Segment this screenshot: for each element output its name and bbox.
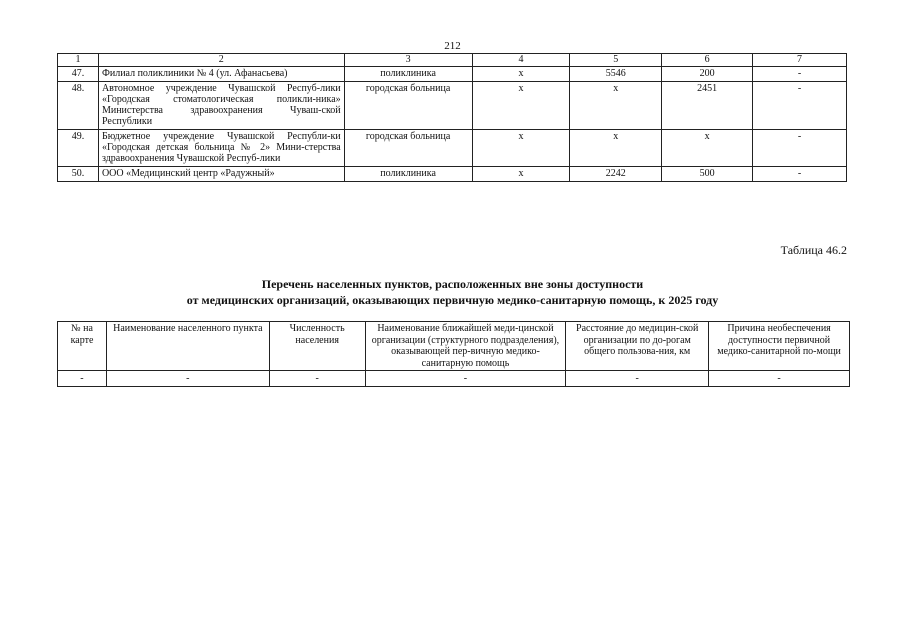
cell-distance: - [566,371,709,387]
row-number: 47. [58,67,99,82]
organization-name: Автономное учреждение Чувашской Респуб-лики «Городская стоматологическая поликли-ника» Министерства здравоохранения Чуваш-ской Республики [98,82,344,130]
table-row [58,371,850,387]
facilities-table [57,53,847,182]
page-number: 212 [444,40,461,52]
cell-col4: х [472,167,570,182]
table-row [58,67,847,82]
column-number: 5 [570,54,662,67]
header-settlement-name: Наименование населенного пункта [106,322,269,371]
cell-settlement-name: - [106,371,269,387]
column-number: 6 [662,54,753,67]
organization-type: поликлиника [344,67,472,82]
cell-col5: 2242 [570,167,662,182]
section-heading [0,276,905,308]
table-row [58,82,847,130]
column-number-row [58,54,847,67]
column-number: 2 [98,54,344,67]
organization-type: поликлиника [344,167,472,182]
table-label: Таблица 46.2 [780,243,847,257]
cell-col5: х [570,82,662,130]
cell-nearest-organization: - [365,371,566,387]
organization-name: Филиал поликлиники № 4 (ул. Афанасьева) [98,67,344,82]
organization-name: ООО «Медицинский центр «Радужный» [98,167,344,182]
cell-col7: - [753,130,847,167]
cell-col6: 2451 [662,82,753,130]
header-nearest-organization: Наименование ближайшей меди-цинской организации (структурного подразделения), оказывающей пер-вичную медико-санитарную помощь [365,322,566,371]
cell-col5: 5546 [570,67,662,82]
cell-col4: х [472,67,570,82]
heading-line-1: Перечень населенных пунктов, расположенных вне зоны доступности [261,277,644,291]
cell-col5: х [570,130,662,167]
column-number: 3 [344,54,472,67]
header-distance: Расстояние до медицин-ской организации по до-рогам общего пользова-ния, км [566,322,709,371]
cell-col7: - [753,167,847,182]
organization-name: Бюджетное учреждение Чувашской Республи-ки «Городская детская больница № 2» Мини-стерства здравоохранения Чувашской Респуб-лики [98,130,344,167]
cell-col6: х [662,130,753,167]
header-reason: Причина необеспечения доступности первичной медико-санитарной по-мощи [709,322,850,371]
header-map-number: № на карте [58,322,107,371]
row-number: 48. [58,82,99,130]
row-number: 50. [58,167,99,182]
cell-col6: 200 [662,67,753,82]
settlements-table [57,321,850,387]
row-number: 49. [58,130,99,167]
heading-line-2: от медицинских организаций, оказывающих первичную медико-санитарную помощь, к 2025 году [186,293,719,307]
table-row [58,130,847,167]
column-number: 7 [753,54,847,67]
header-row [58,322,850,371]
table-row [58,167,847,182]
organization-type: городская больница [344,130,472,167]
cell-col7: - [753,67,847,82]
cell-col4: х [472,82,570,130]
organization-type: городская больница [344,82,472,130]
cell-reason: - [709,371,850,387]
column-number: 1 [58,54,99,67]
cell-col4: х [472,130,570,167]
header-population: Численность населения [269,322,365,371]
cell-map-number: - [58,371,107,387]
cell-population: - [269,371,365,387]
cell-col7: - [753,82,847,130]
column-number: 4 [472,54,570,67]
cell-col6: 500 [662,167,753,182]
